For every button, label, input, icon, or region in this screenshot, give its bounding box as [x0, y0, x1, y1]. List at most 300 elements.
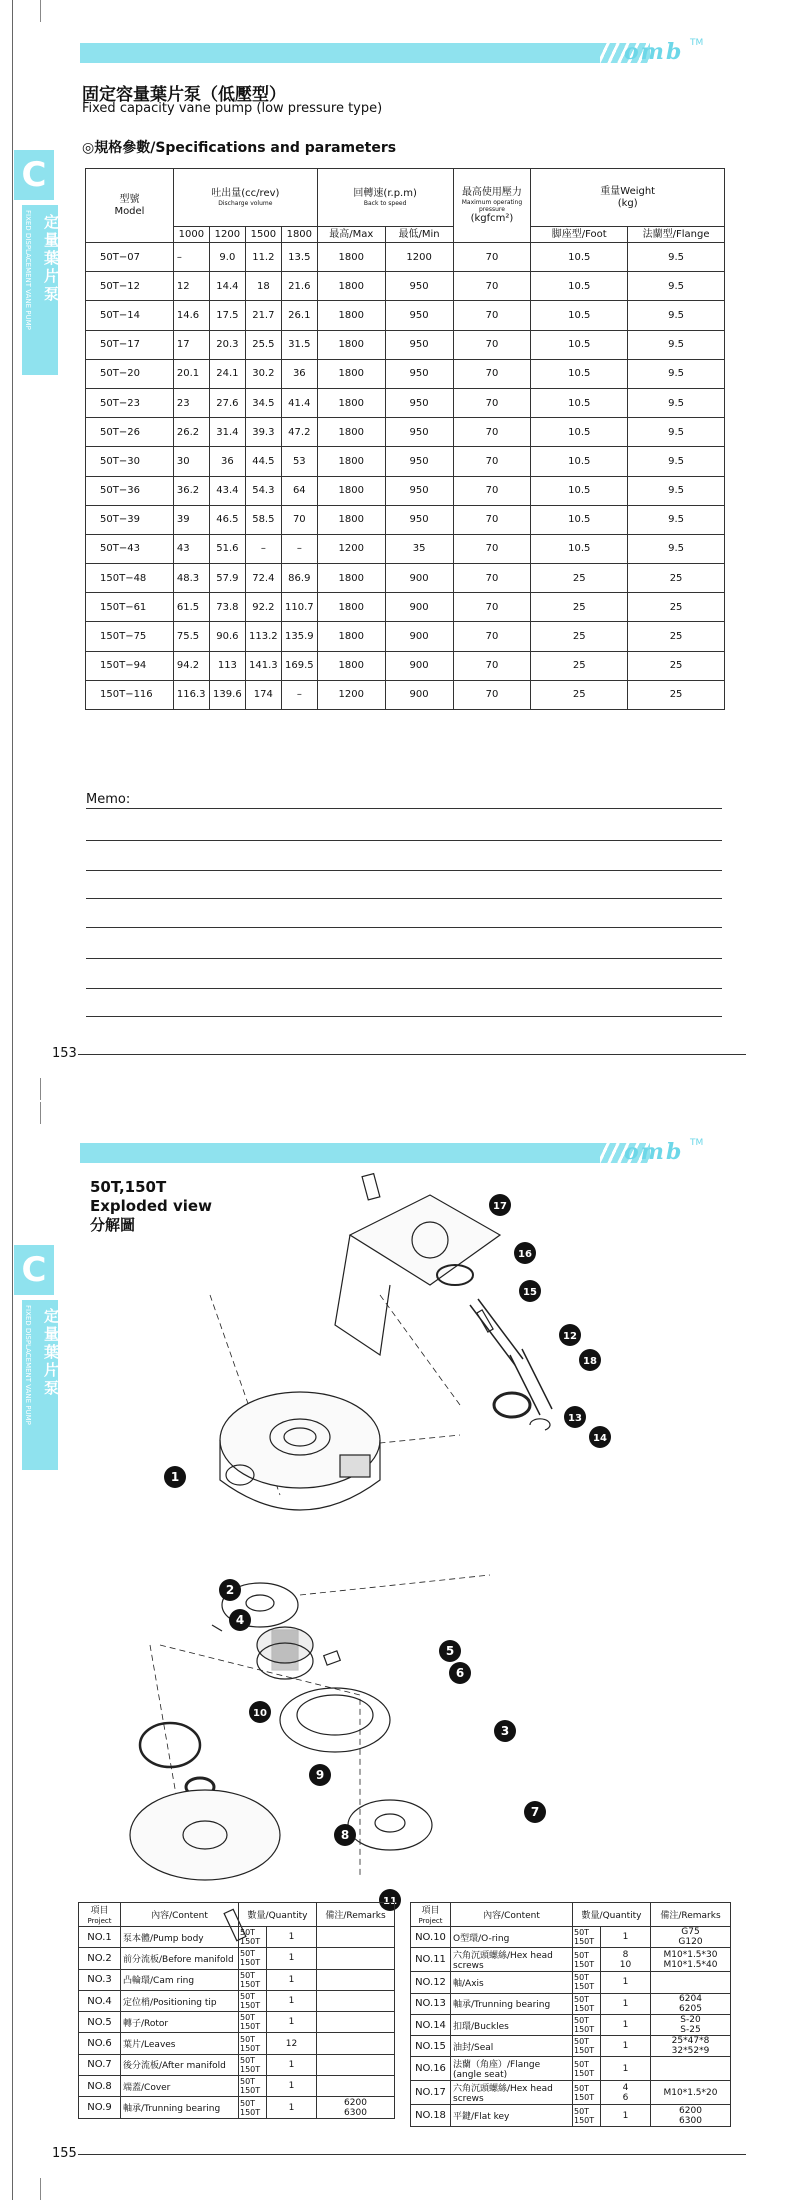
pump-types: 50T 150T [239, 1969, 267, 1990]
page-title-cn: 固定容量葉片泵（低壓型） [82, 85, 286, 105]
part-remark: 25*47*8 32*52*9 [651, 2036, 731, 2057]
value-cell: 1800 [317, 593, 385, 622]
crop-mark [40, 2178, 41, 2200]
value-cell: 70 [453, 534, 531, 563]
part-quantity: 1 [601, 1927, 651, 1948]
table-row [86, 680, 725, 709]
value-cell: 41.4 [281, 388, 317, 417]
value-cell: 36 [209, 447, 245, 476]
value-cell: 950 [385, 505, 453, 534]
value-cell: 900 [385, 680, 453, 709]
value-cell: 92.2 [245, 593, 281, 622]
part-remark [317, 1948, 395, 1969]
parts-row [79, 1948, 395, 1969]
header-bar [80, 43, 650, 63]
model-cell: 50T−12 [86, 272, 174, 301]
callout-number: 2 [225, 1583, 235, 1597]
parts-row [79, 2054, 395, 2075]
value-cell: 26.2 [173, 418, 209, 447]
page-number: 153 [52, 1046, 77, 1061]
subheader-cell: 最高/Max [317, 227, 385, 243]
parts-header-content: 內容/Content [121, 1903, 239, 1927]
model-cell: 50T−43 [86, 534, 174, 563]
value-cell: 70 [453, 564, 531, 593]
value-cell: 139.6 [209, 680, 245, 709]
value-cell: 10.5 [531, 243, 628, 272]
part-remark: M10*1.5*30 M10*1.5*40 [651, 1948, 731, 1972]
value-cell: 90.6 [209, 622, 245, 651]
parts-header-remarks: 備注/Remarks [651, 1903, 731, 1927]
value-cell: 1800 [317, 622, 385, 651]
model-cell: 50T−26 [86, 418, 174, 447]
value-cell: 1800 [317, 301, 385, 330]
memo-line [86, 840, 722, 841]
parts-row [411, 2081, 731, 2105]
value-cell: 1200 [317, 680, 385, 709]
subheader-cell: 1200 [209, 227, 245, 243]
value-cell: 1800 [317, 359, 385, 388]
part-number: NO.3 [79, 1969, 121, 1990]
part-quantity: 1 [267, 1990, 317, 2011]
table-row [86, 330, 725, 359]
trademark-mark: TM [690, 1138, 704, 1148]
value-cell: 113 [209, 651, 245, 680]
parts-left-body [79, 1927, 395, 2119]
header-discharge: 吐出量(cc/rev) Discharge volume [173, 169, 317, 227]
callout-number: 5 [445, 1644, 455, 1658]
parts-row [411, 1972, 731, 1993]
table-row [86, 651, 725, 680]
value-cell: 21.7 [245, 301, 281, 330]
part-remark [651, 1972, 731, 1993]
value-cell: 70 [453, 622, 531, 651]
value-cell: 47.2 [281, 418, 317, 447]
value-cell: 70 [453, 651, 531, 680]
value-cell: 116.3 [173, 680, 209, 709]
subheader-cell: 最低/Min [385, 227, 453, 243]
table-row [86, 505, 725, 534]
model-cell: 150T−94 [86, 651, 174, 680]
value-cell: 70 [453, 243, 531, 272]
value-cell: 950 [385, 330, 453, 359]
part-name: 凸輪環/Cam ring [121, 1969, 239, 1990]
model-cell: 50T−07 [86, 243, 174, 272]
part-number: NO.8 [79, 2076, 121, 2097]
value-cell: 950 [385, 301, 453, 330]
value-cell: 1800 [317, 418, 385, 447]
header-bar [80, 1143, 650, 1163]
pump-types: 50T 150T [573, 1993, 601, 2014]
crop-mark [40, 1078, 41, 1100]
value-cell: 70 [453, 447, 531, 476]
value-cell: 900 [385, 622, 453, 651]
value-cell: 25 [531, 651, 628, 680]
table-row [86, 388, 725, 417]
callout-number: 11 [383, 1896, 397, 1907]
memo-line [86, 808, 722, 809]
model-cell: 50T−39 [86, 505, 174, 534]
header-pressure: 最高使用壓力 Maximum operating pressure (kgfcm²) [453, 169, 531, 243]
part-name: 後分流板/After manifold [121, 2054, 239, 2075]
model-name: 50T,150T [90, 1178, 167, 1196]
value-cell: 9.5 [628, 330, 725, 359]
callout-number: 4 [235, 1613, 245, 1627]
section-label-en: FIXED DISPLACEMENT VANE PUMP [24, 210, 32, 330]
value-cell: 70 [281, 505, 317, 534]
model-cell: 50T−23 [86, 388, 174, 417]
value-cell: 950 [385, 476, 453, 505]
part-name: 扣環/Buckles [451, 2014, 573, 2035]
part-quantity: 1 [601, 1993, 651, 2014]
part-name: 軸承/Trunning bearing [121, 2097, 239, 2118]
trademark-mark: TM [690, 38, 704, 48]
part-number: NO.13 [411, 1993, 451, 2014]
value-cell: 58.5 [245, 505, 281, 534]
value-cell: 950 [385, 388, 453, 417]
value-cell: 10.5 [531, 301, 628, 330]
value-cell: 70 [453, 418, 531, 447]
value-cell: 17.5 [209, 301, 245, 330]
value-cell: 950 [385, 418, 453, 447]
parts-header-qty: 數量/Quantity [573, 1903, 651, 1927]
value-cell: 18 [245, 272, 281, 301]
parts-row [411, 2036, 731, 2057]
value-cell: 9.5 [628, 301, 725, 330]
value-cell: 9.5 [628, 505, 725, 534]
spec-table [85, 168, 725, 710]
parts-row [79, 1969, 395, 1990]
part-quantity: 8 10 [601, 1948, 651, 1972]
memo-line [86, 898, 722, 899]
callout-number: 1 [170, 1470, 180, 1484]
pump-types: 50T 150T [573, 1948, 601, 1972]
value-cell: 25 [531, 622, 628, 651]
value-cell: 70 [453, 301, 531, 330]
parts-header-content: 內容/Content [451, 1903, 573, 1927]
parts-header-remarks: 備注/Remarks [317, 1903, 395, 1927]
part-remark [651, 2057, 731, 2081]
spec-body [86, 243, 725, 710]
parts-row [79, 2012, 395, 2033]
value-cell: 113.2 [245, 622, 281, 651]
value-cell: 9.5 [628, 447, 725, 476]
value-cell: 70 [453, 680, 531, 709]
callout-number: 3 [500, 1724, 510, 1738]
part-name: O型環/O-ring [451, 1927, 573, 1948]
value-cell: 27.6 [209, 388, 245, 417]
value-cell: 9.5 [628, 418, 725, 447]
part-quantity: 1 [267, 1927, 317, 1948]
value-cell: 26.1 [281, 301, 317, 330]
part-number: NO.16 [411, 2057, 451, 2081]
callout-number: 17 [493, 1201, 507, 1212]
table-row [86, 359, 725, 388]
value-cell: 36.2 [173, 476, 209, 505]
value-cell: 1800 [317, 388, 385, 417]
part-name: 法蘭（角座）/Flange (angle seat) [451, 2057, 573, 2081]
value-cell: 13.5 [281, 243, 317, 272]
parts-row [411, 1993, 731, 2014]
page-title-en: Fixed capacity vane pump (low pressure type) [82, 101, 383, 116]
value-cell: 70 [453, 476, 531, 505]
part-remark: G75 G120 [651, 1927, 731, 1948]
pump-types: 50T 150T [573, 1972, 601, 1993]
value-cell: 950 [385, 447, 453, 476]
part-name: 六角沉頭螺絲/Hex head screws [451, 1948, 573, 1972]
footer-line [78, 2154, 746, 2155]
part-remark [317, 1927, 395, 1948]
value-cell: 10.5 [531, 359, 628, 388]
page-number: 155 [52, 2146, 77, 2161]
part-remark: M10*1.5*20 [651, 2081, 731, 2105]
part-quantity: 1 [601, 2014, 651, 2035]
value-cell: 46.5 [209, 505, 245, 534]
model-cell: 150T−61 [86, 593, 174, 622]
value-cell: 70 [453, 505, 531, 534]
value-cell: – [245, 534, 281, 563]
part-remark [317, 2076, 395, 2097]
value-cell: 31.4 [209, 418, 245, 447]
value-cell: 43 [173, 534, 209, 563]
value-cell: 44.5 [245, 447, 281, 476]
pump-types: 50T 150T [239, 1927, 267, 1948]
pump-types: 50T 150T [573, 2105, 601, 2126]
value-cell: 35 [385, 534, 453, 563]
spec-heading: ◎規格參數/Specifications and parameters [82, 140, 397, 156]
value-cell: 39 [173, 505, 209, 534]
value-cell: 30 [173, 447, 209, 476]
part-quantity: 1 [267, 1948, 317, 1969]
pump-types: 50T 150T [573, 1927, 601, 1948]
value-cell: 61.5 [173, 593, 209, 622]
value-cell: 10.5 [531, 418, 628, 447]
part-name: 平鍵/Flat key [451, 2105, 573, 2126]
parts-row [79, 2097, 395, 2118]
part-quantity: 12 [267, 2033, 317, 2054]
crop-mark [40, 0, 41, 22]
parts-row [411, 1948, 731, 1972]
part-number: NO.18 [411, 2105, 451, 2126]
value-cell: 1800 [317, 505, 385, 534]
part-name: 前分流板/Before manifold [121, 1948, 239, 1969]
value-cell: 110.7 [281, 593, 317, 622]
value-cell: 10.5 [531, 272, 628, 301]
model-cell: 50T−14 [86, 301, 174, 330]
value-cell: 1200 [317, 534, 385, 563]
part-quantity: 1 [601, 2036, 651, 2057]
parts-header-no: 項目 Project [79, 1903, 121, 1927]
pump-types: 50T 150T [573, 2036, 601, 2057]
value-cell: 72.4 [245, 564, 281, 593]
value-cell: 10.5 [531, 476, 628, 505]
table-row [86, 564, 725, 593]
section-letter: C [21, 1250, 47, 1290]
part-number: NO.17 [411, 2081, 451, 2105]
header-weight: 重量Weight (kg) [531, 169, 725, 227]
table-row [86, 447, 725, 476]
parts-row [79, 2033, 395, 2054]
callout-number: 18 [583, 1356, 597, 1367]
value-cell: 9.5 [628, 359, 725, 388]
parts-row [79, 1990, 395, 2011]
value-cell: 1800 [317, 447, 385, 476]
callout-number: 9 [315, 1768, 325, 1782]
value-cell: 53 [281, 447, 317, 476]
part-quantity: 4 6 [601, 2081, 651, 2105]
value-cell: 12 [173, 272, 209, 301]
value-cell: 14.6 [173, 301, 209, 330]
pump-types: 50T 150T [239, 1948, 267, 1969]
part-name: 軸/Axis [451, 1972, 573, 1993]
table-row [86, 534, 725, 563]
brand-logo: omb [624, 1139, 684, 1165]
value-cell: 1800 [317, 476, 385, 505]
part-quantity: 1 [267, 2076, 317, 2097]
value-cell: 39.3 [245, 418, 281, 447]
part-quantity: 1 [601, 2105, 651, 2126]
part-number: NO.6 [79, 2033, 121, 2054]
value-cell: 10.5 [531, 388, 628, 417]
part-number: NO.14 [411, 2014, 451, 2035]
value-cell: 9.0 [209, 243, 245, 272]
part-number: NO.5 [79, 2012, 121, 2033]
value-cell: 48.3 [173, 564, 209, 593]
pump-types: 50T 150T [239, 2054, 267, 2075]
value-cell: 11.2 [245, 243, 281, 272]
exploded-view-en: Exploded view [90, 1197, 212, 1215]
section-letter: C [21, 155, 47, 195]
value-cell: 70 [453, 359, 531, 388]
parts-row [411, 2057, 731, 2081]
value-cell: 20.3 [209, 330, 245, 359]
value-cell: 1800 [317, 272, 385, 301]
model-cell: 50T−36 [86, 476, 174, 505]
value-cell: – [173, 243, 209, 272]
value-cell: – [281, 680, 317, 709]
subheader-cell: 1800 [281, 227, 317, 243]
part-number: NO.12 [411, 1972, 451, 1993]
part-number: NO.2 [79, 1948, 121, 1969]
value-cell: 950 [385, 272, 453, 301]
section-label-cn: 定量葉片泵 [42, 1308, 60, 1398]
callout-number: 7 [530, 1805, 540, 1819]
exploded-view-diagram [130, 1175, 690, 1907]
value-cell: 9.5 [628, 243, 725, 272]
spec-subheader [86, 227, 725, 243]
value-cell: 70 [453, 593, 531, 622]
value-cell: 36 [281, 359, 317, 388]
value-cell: 169.5 [281, 651, 317, 680]
callout-number: 15 [523, 1287, 537, 1298]
part-number: NO.1 [79, 1927, 121, 1948]
subheader-cell: 1000 [173, 227, 209, 243]
value-cell: 10.5 [531, 330, 628, 359]
part-remark: 6204 6205 [651, 1993, 731, 2014]
part-remark [317, 2033, 395, 2054]
memo-line [86, 1016, 722, 1017]
part-remark [317, 2054, 395, 2075]
pump-types: 50T 150T [239, 2097, 267, 2118]
value-cell: 64 [281, 476, 317, 505]
parts-table-right [410, 1902, 731, 2127]
value-cell: 43.4 [209, 476, 245, 505]
subheader-cell: 脚座型/Foot [531, 227, 628, 243]
value-cell: 73.8 [209, 593, 245, 622]
value-cell: 950 [385, 359, 453, 388]
model-cell: 150T−75 [86, 622, 174, 651]
value-cell: 25 [531, 564, 628, 593]
value-cell: – [281, 534, 317, 563]
subheader-cell: 法蘭型/Flange [628, 227, 725, 243]
footer-line [78, 1054, 746, 1055]
callout-number: 6 [455, 1666, 465, 1680]
part-number: NO.10 [411, 1927, 451, 1948]
section-label-cn: 定量葉片泵 [42, 214, 60, 304]
table-row [86, 272, 725, 301]
value-cell: 141.3 [245, 651, 281, 680]
parts-row [79, 1927, 395, 1948]
value-cell: 135.9 [281, 622, 317, 651]
value-cell: 1800 [317, 564, 385, 593]
value-cell: 30.2 [245, 359, 281, 388]
part-number: NO.4 [79, 1990, 121, 2011]
value-cell: 21.6 [281, 272, 317, 301]
part-name: 軸承/Trunning bearing [451, 1993, 573, 2014]
value-cell: 54.3 [245, 476, 281, 505]
value-cell: 10.5 [531, 505, 628, 534]
part-remark [317, 1990, 395, 2011]
part-number: NO.11 [411, 1948, 451, 1972]
callout-number: 16 [518, 1249, 532, 1260]
part-quantity: 1 [601, 1972, 651, 1993]
value-cell: 25 [531, 680, 628, 709]
part-name: 葉片/Leaves [121, 2033, 239, 2054]
value-cell: 86.9 [281, 564, 317, 593]
exploded-view-cn: 分解圖 [90, 1216, 136, 1234]
callout-number: 8 [340, 1828, 350, 1842]
value-cell: 900 [385, 593, 453, 622]
subheader-cell: 1500 [245, 227, 281, 243]
part-quantity: 1 [601, 2057, 651, 2081]
part-quantity: 1 [267, 1969, 317, 1990]
model-cell: 50T−30 [86, 447, 174, 476]
pump-types: 50T 150T [573, 2057, 601, 2081]
callout-number: 14 [593, 1433, 607, 1444]
value-cell: 34.5 [245, 388, 281, 417]
value-cell: 1800 [317, 651, 385, 680]
header-speed: 回轉速(r.p.m) Back to speed [317, 169, 453, 227]
parts-table-left [78, 1902, 395, 2119]
value-cell: 75.5 [173, 622, 209, 651]
value-cell: 1200 [385, 243, 453, 272]
part-name: 轉子/Rotor [121, 2012, 239, 2033]
part-remark: 6200 6300 [651, 2105, 731, 2126]
value-cell: 70 [453, 330, 531, 359]
part-remark [317, 2012, 395, 2033]
model-cell: 150T−48 [86, 564, 174, 593]
part-remark [317, 1969, 395, 1990]
value-cell: 24.1 [209, 359, 245, 388]
value-cell: 25 [628, 651, 725, 680]
model-cell: 150T−116 [86, 680, 174, 709]
value-cell: 23 [173, 388, 209, 417]
callout-number: 10 [253, 1708, 267, 1719]
value-cell: 57.9 [209, 564, 245, 593]
part-remark: S-20 S-25 [651, 2014, 731, 2035]
part-name: 六角沉頭螺絲/Hex head screws [451, 2081, 573, 2105]
part-number: NO.7 [79, 2054, 121, 2075]
value-cell: 94.2 [173, 651, 209, 680]
